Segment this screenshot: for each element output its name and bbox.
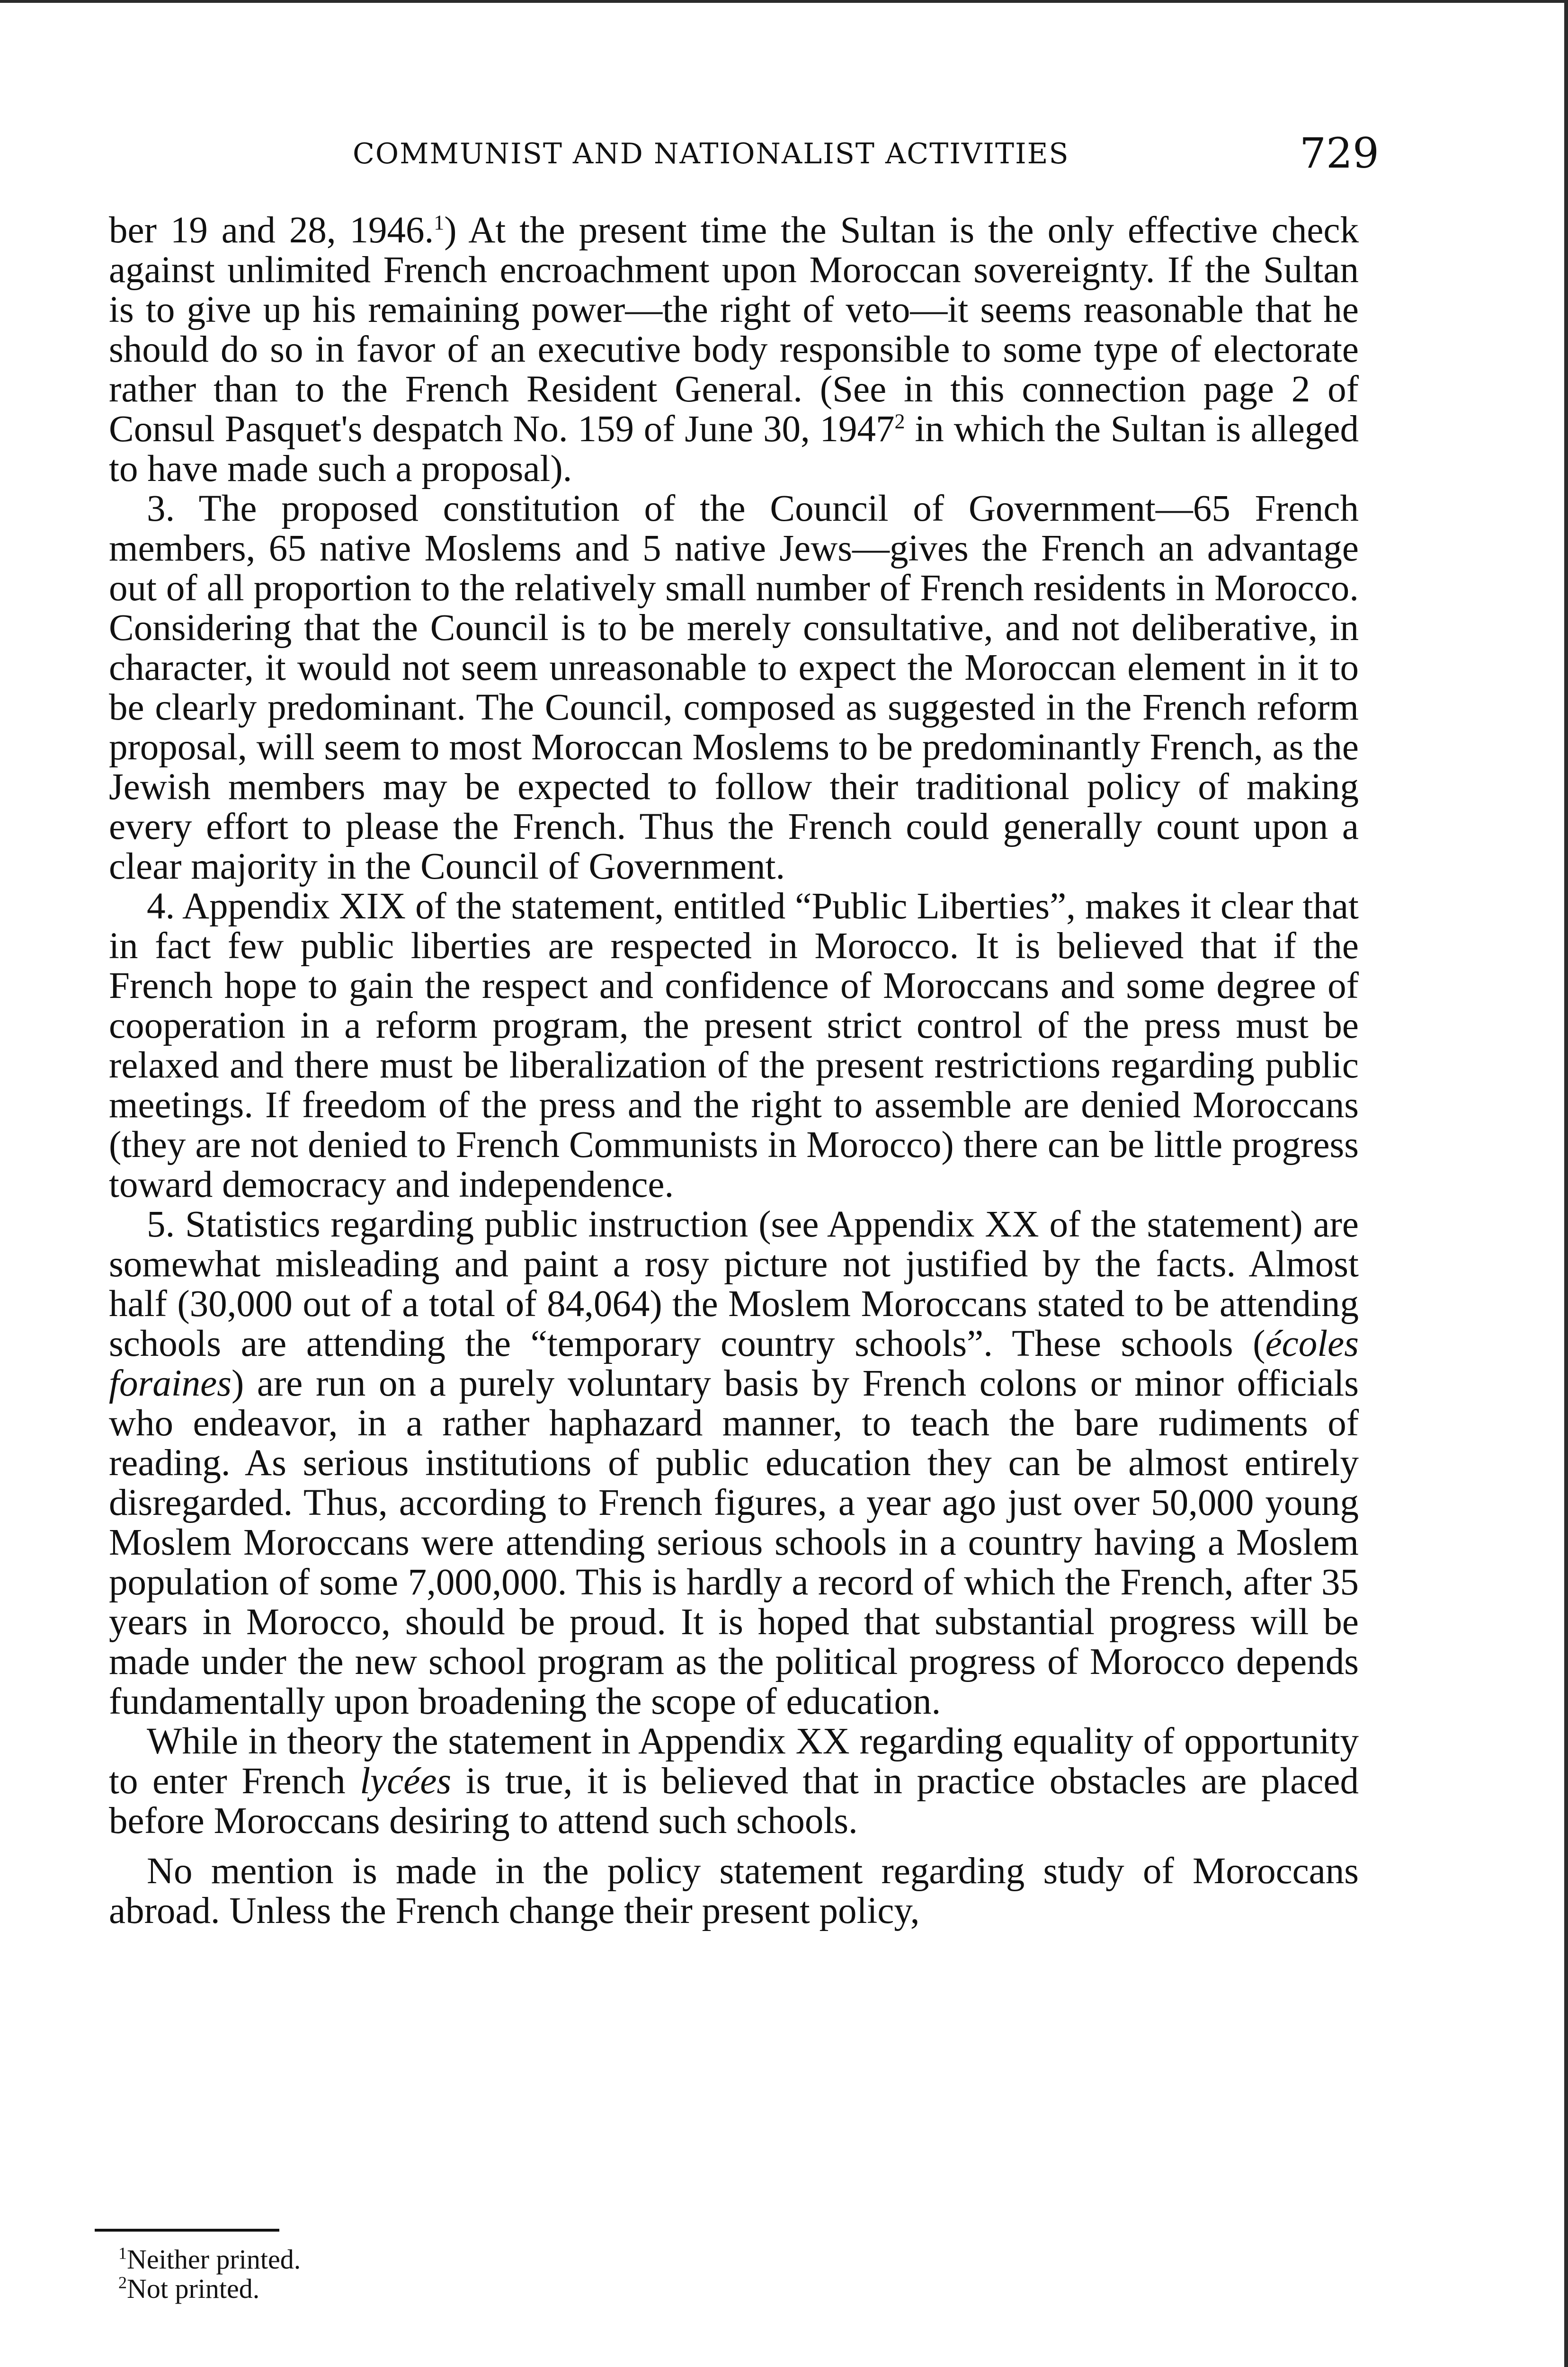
- footnote-1: [118, 2245, 301, 2274]
- scan-right-edge: [1564, 0, 1568, 2367]
- footnote-rule: [95, 2229, 279, 2232]
- paragraph-lycees-part-a: While in theory the statement in Appendix XX regarding equality of opportunity to enter French: [109, 1721, 1359, 1802]
- italic-term-lycees: lycées: [360, 1761, 452, 1802]
- footnote-mark-1: 1: [118, 2243, 127, 2263]
- paragraph-point-3: 3. The proposed constitution of the Council of Government—65 French members, 65 native Moslems and 5 native Jews—gives the French an advantage out of all proportion to the relatively small number of French residents in Morocco. Considering that the Council is to be merely consultative, and not deliberative, in character, it would not seem unreasonable to expect the Moroccan element in it to be clearly predominant. The Council, composed as suggested in the French reform proposal, will seem to most Moroccan Moslems to be predominantly French, as the Jewish members may be expected to follow their traditional policy of making every effort to please the French. Thus the French could generally count upon a clear majority in the Council of Government.: [109, 488, 1359, 887]
- paragraph-5-part-a: 5. Statistics regarding public instruction (see Appendix XX of the statement) are somewhat misleading and paint a rosy picture not justified by the facts. Almost half (30,000 out of a total of 84,064) the Moslem Moroccans stated to be attending schools are attending the “temporary country schools”. These schools (: [109, 1204, 1359, 1364]
- paragraph-lycees-part-b: is true, it is believed that in practice obstacles are placed before Moroccans desiring to attend such schools.: [109, 1761, 1359, 1842]
- running-head: COMMUNIST AND NATIONALIST ACTIVITIES: [353, 137, 1069, 170]
- paragraph-5-part-b: ) are run on a purely voluntary basis by French colons or minor officials who endeavor, in a rather haphazard manner, to teach the bare rudiments of reading. As serious institutions of public education they can be almost entirely disregarded. Thus, according to French figures, a year ago just over 50,000 young Moslem Moroccans were attending serious schools in a country having a Moslem population of some 7,000,000. This is hardly a record of which the French, after 35 years in Morocco, should be proud. It is hoped that substantial progress will be made under the new school program as the political progress of Morocco depends fundamentally upon broadening the scope of education.: [109, 1363, 1359, 1722]
- footnotes: [118, 2245, 301, 2304]
- paragraph-1-part-c: in which the Sultan is alleged to have made such a proposal).: [109, 409, 1359, 489]
- paragraph-1-part-b: ) At the present time the Sultan is the only effective check against unlimited French encroachment upon Moroccan sovereignty. If the Sultan is to give up his remaining power—the right of veto—it seems reasonable that he should do so in favor of an executive body responsible to some type of electorate rather than to the French Resident General. (See in this connection page 2 of Consul Pasquet's despatch No. 159 of June 30, 1947: [109, 210, 1359, 450]
- paragraph-continuation: [109, 211, 1359, 489]
- scan-top-edge: [0, 0, 1568, 3]
- italic-term-ecoles-foraines: écoles foraines: [109, 1323, 1359, 1404]
- footnote-ref-1: 1: [434, 211, 445, 234]
- paragraph-point-4: 4. Appendix XIX of the statement, entitled “Public Liberties”, makes it clear that in fact few public liberties are respected in Morocco. It is believed that if the French hope to gain the respect and confidence of Moroccans and some degree of cooperation in a reform program, the present strict control of the press must be relaxed and there must be liberalization of the present restrictions regarding public meetings. If freedom of the press and the right to assemble are denied Moroccans (they are not denied to French Communists in Morocco) there can be little progress toward democracy and independence.: [109, 886, 1359, 1205]
- paragraph-point-5: [109, 1205, 1359, 1722]
- main-text: [109, 211, 1359, 1931]
- footnote-text-1: Neither printed.: [127, 2244, 301, 2275]
- footnote-mark-2: 2: [118, 2273, 127, 2292]
- page-number: 729: [1300, 129, 1379, 178]
- paragraph-study-abroad: No mention is made in the policy statement regarding study of Moroccans abroad. Unless the French change their present policy,: [109, 1851, 1359, 1931]
- footnote-2: [118, 2274, 301, 2304]
- paragraph-1-part-a: ber 19 and 28, 1946.: [109, 210, 434, 251]
- paragraph-lycees: [109, 1722, 1359, 1841]
- footnote-ref-2: 2: [894, 409, 905, 433]
- footnote-text-2: Not printed.: [127, 2273, 260, 2304]
